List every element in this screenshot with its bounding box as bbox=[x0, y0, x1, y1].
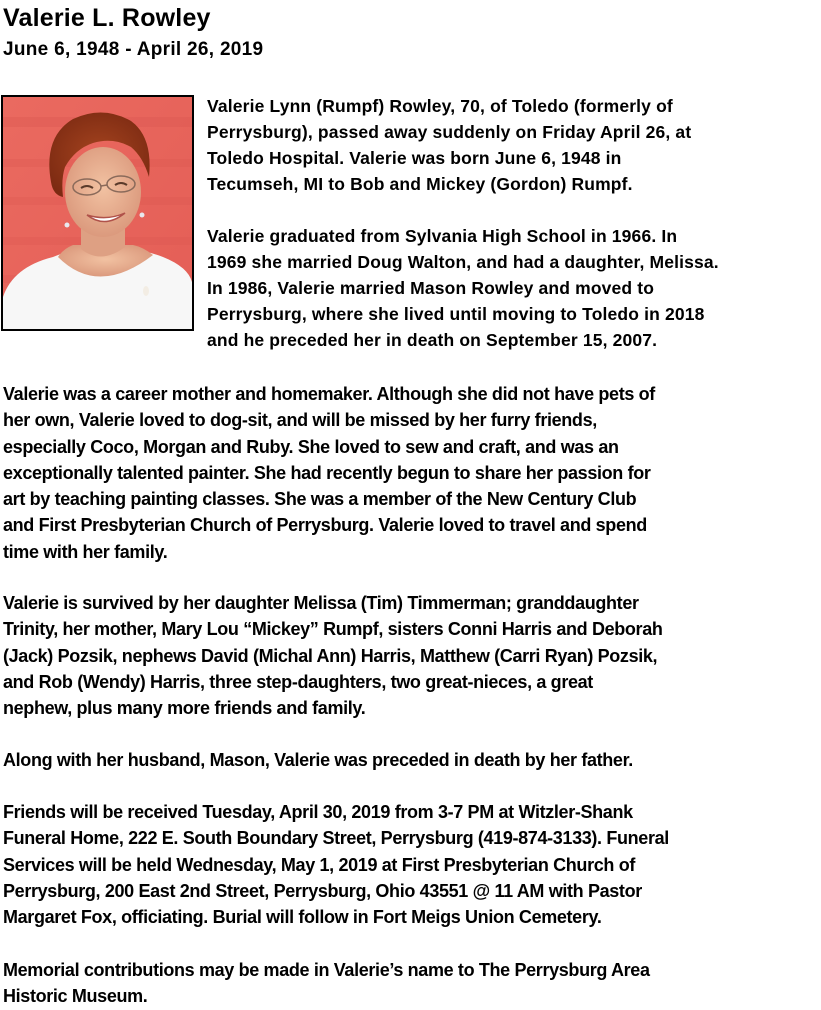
text-line: 1969 she married Doug Walton, and had a daughter, Melissa. bbox=[207, 252, 719, 272]
text-line: Along with her husband, Mason, Valerie was preceded in death by her father. bbox=[3, 750, 633, 770]
intro-paragraph bbox=[207, 93, 819, 197]
obituary-name-heading: Valerie L. Rowley bbox=[3, 4, 211, 32]
text-line: Margaret Fox, officiating. Burial will follow in Fort Meigs Union Cemetery. bbox=[3, 907, 602, 928]
memorial-contributions-paragraph bbox=[3, 957, 819, 1010]
portrait-image-icon bbox=[3, 97, 192, 329]
text-line: Perrysburg, 200 East 2nd Street, Perrysburg, Ohio 43551 @ 11 AM with Pastor bbox=[3, 880, 642, 901]
text-line: exceptionally talented painter. She had recently begun to share her passion for bbox=[3, 462, 651, 483]
text-line: Perrysburg), passed away suddenly on Friday April 26, at bbox=[207, 122, 692, 142]
text-line: time with her family. bbox=[3, 541, 168, 562]
intro-section bbox=[207, 93, 819, 353]
preceded-in-death-paragraph bbox=[3, 747, 819, 773]
text-line: Tecumseh, MI to Bob and Mickey (Gordon) Rumpf. bbox=[207, 174, 633, 194]
survivors-paragraph bbox=[3, 590, 819, 721]
text-line: (Jack) Pozsik, nephews David (Michal Ann) Harris, Matthew (Carri Ryan) Pozsik, bbox=[3, 645, 658, 666]
text-line: Funeral Home, 222 E. South Boundary Street, Perrysburg (419-874-3133). Funeral bbox=[3, 828, 669, 849]
text-line: especially Coco, Morgan and Ruby. She loved to sew and craft, and was an bbox=[3, 436, 619, 457]
portrait-photo bbox=[1, 95, 194, 331]
text-line: her own, Valerie loved to dog-sit, and will be missed by her furry friends, bbox=[3, 410, 597, 431]
text-line: Memorial contributions may be made in Valerie’s name to The Perrysburg Area bbox=[3, 960, 650, 980]
text-line: and First Presbyterian Church of Perrysburg. Valerie loved to travel and spend bbox=[3, 515, 647, 536]
text-line: Trinity, her mother, Mary Lou “Mickey” Rumpf, sisters Conni Harris and Deborah bbox=[3, 619, 663, 640]
text-line: Valerie graduated from Sylvania High School in 1966. In bbox=[207, 226, 678, 246]
education-marriage-paragraph bbox=[207, 223, 819, 353]
text-line: Perrysburg, where she lived until moving to Toledo in 2018 bbox=[207, 304, 705, 324]
text-line: Services will be held Wednesday, May 1, 2019 at First Presbyterian Church of bbox=[3, 854, 635, 875]
life-paragraph bbox=[3, 381, 819, 565]
text-line: In 1986, Valerie married Mason Rowley and moved to bbox=[207, 278, 655, 298]
text-line: Friends will be received Tuesday, April 30, 2019 from 3-7 PM at Witzler-Shank bbox=[3, 802, 633, 822]
text-line: art by teaching painting classes. She was a member of the New Century Club bbox=[3, 489, 637, 510]
text-line: Toledo Hospital. Valerie was born June 6, 1948 in bbox=[207, 148, 622, 168]
text-line: Valerie was a career mother and homemaker. Although she did not have pets of bbox=[3, 384, 655, 404]
text-line: and Rob (Wendy) Harris, three step-daughters, two great-nieces, a great bbox=[3, 671, 593, 692]
life-dates: June 6, 1948 - April 26, 2019 bbox=[3, 39, 264, 60]
text-line: Valerie is survived by her daughter Melissa (Tim) Timmerman; granddaughter bbox=[3, 593, 639, 613]
text-line: and he preceded her in death on September 15, 2007. bbox=[207, 330, 658, 350]
text-line: Valerie Lynn (Rumpf) Rowley, 70, of Toledo (formerly of bbox=[207, 96, 673, 116]
services-paragraph bbox=[3, 799, 819, 930]
text-line: Historic Museum. bbox=[3, 986, 148, 1007]
text-line: nephew, plus many more friends and family. bbox=[3, 698, 366, 719]
